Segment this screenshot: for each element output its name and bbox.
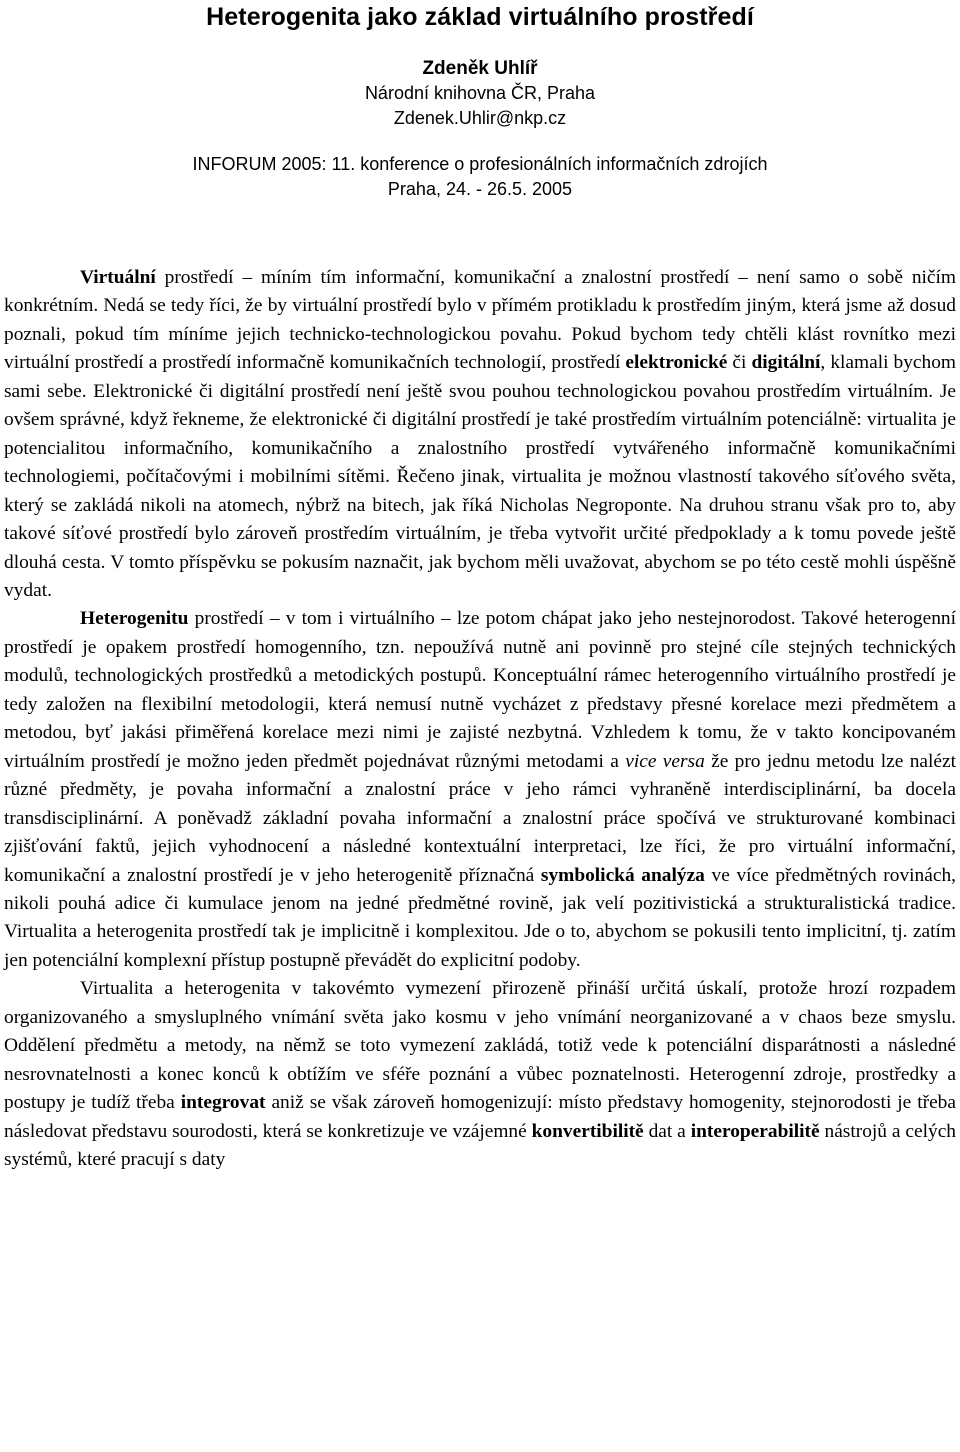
author-name: Zdeněk Uhlíř <box>422 58 538 79</box>
paragraph-text: či <box>727 352 752 374</box>
document-title: Heterogenita jako základ virtuálního prostředí <box>206 3 754 31</box>
bold-term: Heterogenitu <box>80 608 189 630</box>
bold-term: konvertibilitě <box>531 1120 644 1142</box>
body-paragraph <box>4 975 956 1174</box>
body-paragraph <box>4 605 956 975</box>
author-block <box>0 56 960 131</box>
bold-term: Virtuální <box>80 267 156 288</box>
bold-term: interoperabilitě <box>690 1120 820 1142</box>
paragraph-text: prostředí – v tom i virtuálního – lze potom chápat jako jeho nestejnorodost. Takové heterogenní prostředí je opakem prostředí homogenního, tzn. nepoužívá nutně ani povinně pro stejné cíle stejných technických modulů, technologických prostředků a metodických postupů. Konceptuální rámec heterogenního virtuálního prostředí je tedy založen na flexibilní metodologii, která nemusí nutně vycházet z představy přesné korelace mezi předmětem a metodou, byť jakási přiměřená korelace mezi nimi je zajisté nezbytná. Vzhledem k tomu, že v takto koncipovaném virtuálním prostředí je možno jeden předmět pojednávat různými metodami a <box>4 608 956 772</box>
bold-term: integrovat <box>180 1092 266 1114</box>
body-text <box>4 264 956 1175</box>
paragraph-text: Virtualita a heterogenita v takovémto vymezení přirozeně přináší určitá úskalí, protože hrozí rozpadem organizovaného a smysluplného vnímání světa jako kosmu v jeho vnímání neorganizované a v chaos beze smyslu. Oddělení předmětu a metody, na němž se toto vymezení zakládá, totiž vede k potenciální disparátnosti a následné nesrovnatelnosti a konec konců k obtížím ve sféře poznání a vůbec poznatelnosti. Heterogenní zdroje, prostředky a postupy je tudíž třeba <box>4 978 956 1114</box>
paragraph-text: prostředí – míním tím informační, komunikační a znalostní prostředí – není samo o sobě ničím konkrétním. Nedá se tedy říci, že by virtuální prostředí bylo v přímém protikladu k prostředím jiným, která jsme až dosud poznali, pokud tím míníme jejich technicko-technologickou povahu. Pokud bychom tedy chtěli klást rovnítko mezi virtuální prostředí a prostředí informačně komunikačních technologií, prostředí <box>4 267 956 374</box>
conference-name: INFORUM 2005: 11. konference o profesionálních informačních zdrojích <box>192 154 768 174</box>
body-paragraph <box>4 264 956 605</box>
bold-term: digitální <box>751 352 821 374</box>
author-affiliation: Národní knihovna ČR, Praha <box>364 83 596 103</box>
paragraph-text: aniž se však zároveň homogenizují: místo představy homogenity, stejnorodosti je třeba následovat představu sourodosti, která se konkretizuje ve vzájemné <box>4 1092 956 1142</box>
author-email: Zdenek.Uhlir@nkp.cz <box>393 108 567 128</box>
conference-place-date: Praha, 24. - 26.5. 2005 <box>387 179 573 199</box>
paragraph-text: dat a <box>643 1120 691 1142</box>
paragraph-text: nástrojů a celých systémů, které pracují s daty <box>4 1120 956 1171</box>
paragraph-text: že pro jednu metodu lze nalézt různé předměty, je povaha informační a znalostní práce v jeho rámci vyhraněně interdisciplinární, ba docela transdisciplinární. A poněvadž základní povaha informační a znalostní práce spočívá ve strukturované kombinaci zjišťování faktů, jejich vyhodnocení a následné kontextuální interpretaci, lze říci, že pro virtuální informační, komunikační a znalostní prostředí je v jeho heterogenitě příznačná <box>4 750 956 886</box>
conference-block <box>0 152 960 202</box>
bold-term: elektronické <box>625 352 728 374</box>
italic-term: vice versa <box>625 750 705 772</box>
bold-term: symbolická analýza <box>540 864 705 886</box>
paragraph-text: , klamali bychom sami sebe. Elektronické či digitální prostředí není ještě svou pouhou technologickou povahou prostředím virtuálním. Je ovšem správné, když řekneme, že elektronické či digitální prostředí je také prostředím virtuálním potenciálně: virtualita je potencialitou informačního, komunikačního a znalostního prostředí vytvářeného informačně komunikačními technologiemi, počítačovými i mobilními sítěmi. Řečeno jinak, virtualita je možnou vlastností takového síťového světa, který se zakládá nikoli na atomech, nýbrž na bitech, jak říká Nicholas Negroponte. Na druhou stranu však pro to, aby takové síťové prostředí bylo zároveň prostředím virtuálním, je třeba vytvořit určité předpoklady a k tomu povede ještě dlouhá cesta. V tomto příspěvku se pokusím naznačit, jak bychom měli uvažovat, abychom se po této cestě mohli úspěšně vydat. <box>4 352 956 601</box>
paragraph-text: ve více předmětných rovinách, nikoli pouhá adice či kumulace jenom na jedné předmětné rovině, jak velí pozitivistická a strukturalistická tradice. Virtualita a heterogenita prostředí tak je implicitně i komplexitou. Jde o to, abychom se pokusili tento implicitní, tj. zatím jen potenciální komplexní přístup postupně převádět do explicitní podoby. <box>4 864 956 971</box>
